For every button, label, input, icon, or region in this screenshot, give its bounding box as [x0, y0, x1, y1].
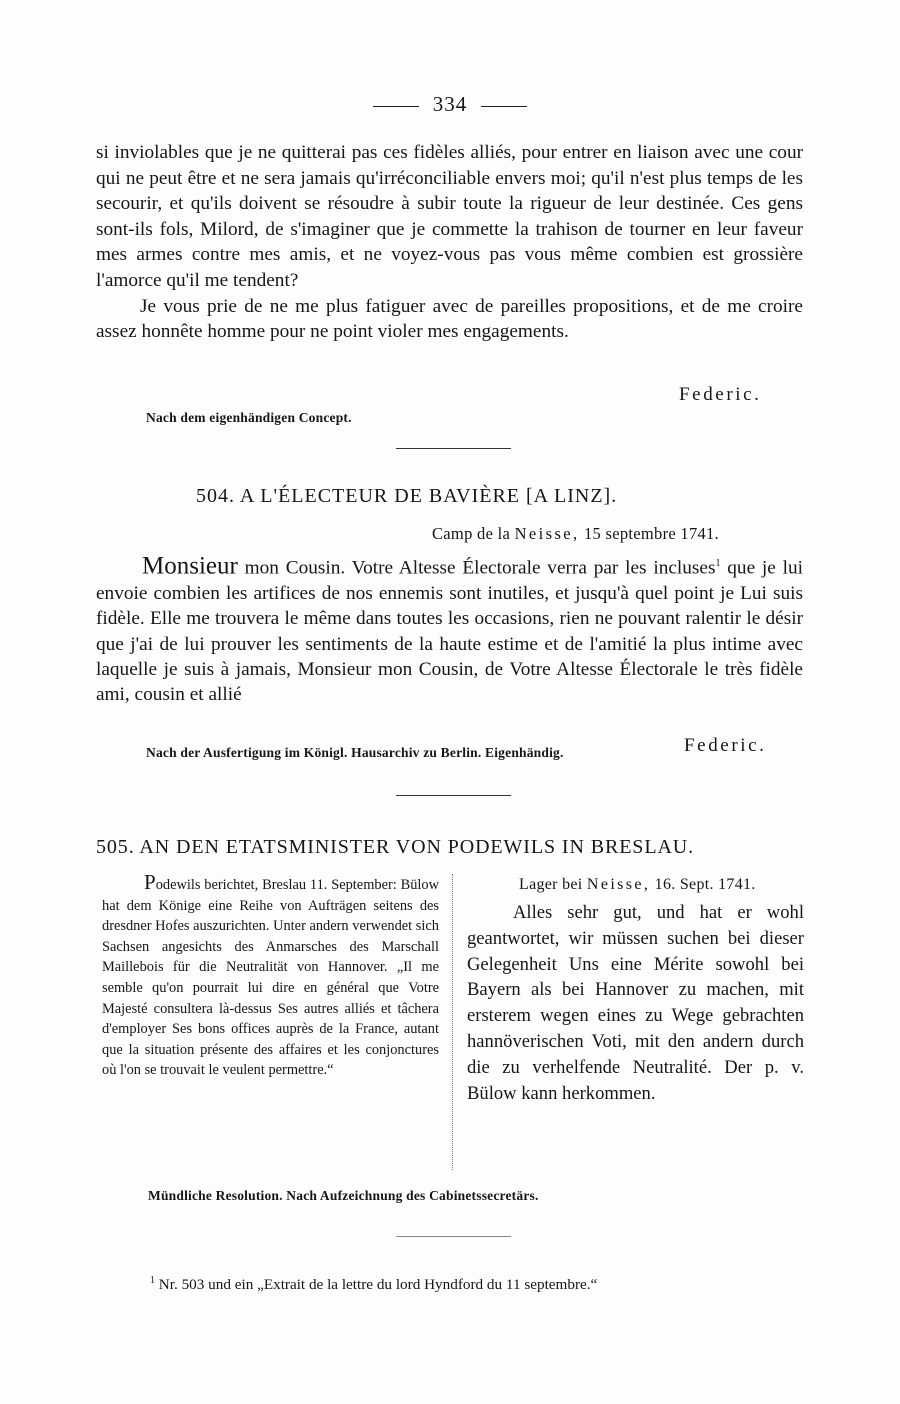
footnote-text: Nr. 503 und ein „Extrait de la lettre du lord Hyndford du 11 septembre.“	[158, 1276, 598, 1294]
section-divider-1	[396, 448, 511, 449]
letter-504-opening-word: Monsieur	[142, 552, 238, 580]
section-divider-2	[396, 795, 511, 796]
footnote-mark: 1	[150, 1275, 155, 1286]
letter-503-paragraph-1: si inviolables que je ne quitterai pas ces fidèles alliés, pour entrer en liaison avec une cour qui ne peut être et ne sera jamais qu'irréconciliable envers moi; qu'il n'est plus temps de les secourir, et qu'ils doivent se résoudre à subir toute la rigueur de leur destinée. Ces gens sont-ils fols, Milord, de s'imaginer que je commette la trahison de tourner en leur faveur mes armes contre mes amis, et ne voyez-vous pas vous même combien est grossière l'amorce qu'il me tendent?	[96, 142, 803, 291]
letter-504-signature: Federic.	[684, 735, 767, 756]
section-divider-3	[396, 1236, 511, 1237]
letter-505-source-note: Mündliche Resolution. Nach Aufzeichnung des Cabinetssecretärs.	[148, 1188, 539, 1203]
letter-503-source-note: Nach dem eigenhändigen Concept.	[146, 410, 352, 425]
letter-504-paragraph	[96, 551, 803, 708]
letter-505-title: AN DEN ETATSMINISTER VON PODEWILS IN BRESLAU.	[139, 836, 695, 858]
page-header	[0, 92, 900, 117]
letter-504-source-note: Nach der Ausfertigung im Königl. Hausarchiv zu Berlin. Eigenhändig.	[146, 745, 564, 760]
letter-504-number: 504.	[196, 485, 235, 507]
page-number: 334	[432, 92, 468, 116]
letter-505-summary-text: odewils berichtet, Breslau 11. September: Bülow hat dem Könige eine Reihe von Aufträgen seitens des dresdner Hofes auszurichten. Unter andern verwendet sich Sachsen angesichts des Anmarsches des Marschall Maillebois für die Neutralität von Hannover. „Il me semble qu'on pourrait lui dire en général que Votre Majesté consultera là-dessus Ses autres alliés et tâchera d'employer Ses bons offices auprès de la France, autant que la situation présente des affaires et les conjonctures où l'on se trouvait le veulent permettre.“	[102, 877, 439, 1079]
letter-505-resolution-column	[467, 900, 804, 1106]
letter-505-heading	[96, 836, 803, 859]
letter-504-heading	[196, 485, 816, 508]
letter-505-summary-column	[102, 872, 439, 1081]
letter-503-signature: Federic.	[679, 384, 762, 405]
letter-504-dateline	[432, 524, 719, 544]
header-dash-right	[481, 106, 527, 107]
letter-505-resolution: Alles sehr gut, und hat er wohl geantwortet, wir müssen suchen bei dieser Gelegenheit Uns eine Mérite sowohl bei Bayern als bei Hannover zu machen, mit ersterem wegen eines zu Wege gebrachten hannöverischen Voti, mit den andern durch die zu verhelfende Neutralité. Der p. v. Bülow kann herkommen.	[467, 902, 804, 1104]
column-divider	[452, 874, 453, 1170]
header-dash-left	[373, 106, 419, 107]
letter-504-place-name: Neisse,	[514, 524, 580, 543]
letter-504-place-prefix: Camp de la	[432, 524, 511, 543]
letter-505-place-prefix: Lager bei	[519, 876, 583, 893]
letter-505-dateline	[519, 876, 756, 894]
letter-504-body-rest: que je lui envoie combien les artifices de nos ennemis sont inutiles, et jusqu'à quel point je Lui suis fidèle. Elle me trouvera le même dans toutes les occasions, rien ne pouvant ralentir le désir que j'ai de lui prouver les sentiments de la haute estime et de l'amitié la plus intime avec laquelle je suis à jamais, Monsieur mon Cousin, de Votre Altesse Électorale le très fidèle ami, cousin et allié	[96, 557, 803, 706]
letter-505-summary-first-letter: P	[144, 870, 156, 894]
letter-504-body-start: mon Cousin. Votre Altesse Électorale verra par les incluses	[244, 557, 716, 579]
letter-504-date: 15 septembre 1741.	[583, 524, 720, 543]
footnote	[150, 1275, 810, 1294]
letter-503-paragraph-2: Je vous prie de ne me plus fatiguer avec de pareilles propositions, et de me croire assez honnête homme pour ne point violer mes engagements.	[96, 295, 803, 343]
letter-504-footnote-mark: 1	[715, 558, 721, 569]
letter-505-place-name: Neisse,	[586, 876, 651, 893]
letter-505-date: 16. Sept. 1741.	[654, 876, 756, 893]
letter-505-summary	[102, 872, 439, 1081]
letter-504-body	[96, 551, 803, 708]
letter-503-continuation	[96, 140, 803, 345]
letter-505-number: 505.	[96, 836, 135, 858]
letter-504-title: A L'ÉLECTEUR DE BAVIÈRE [A LINZ].	[239, 485, 618, 507]
